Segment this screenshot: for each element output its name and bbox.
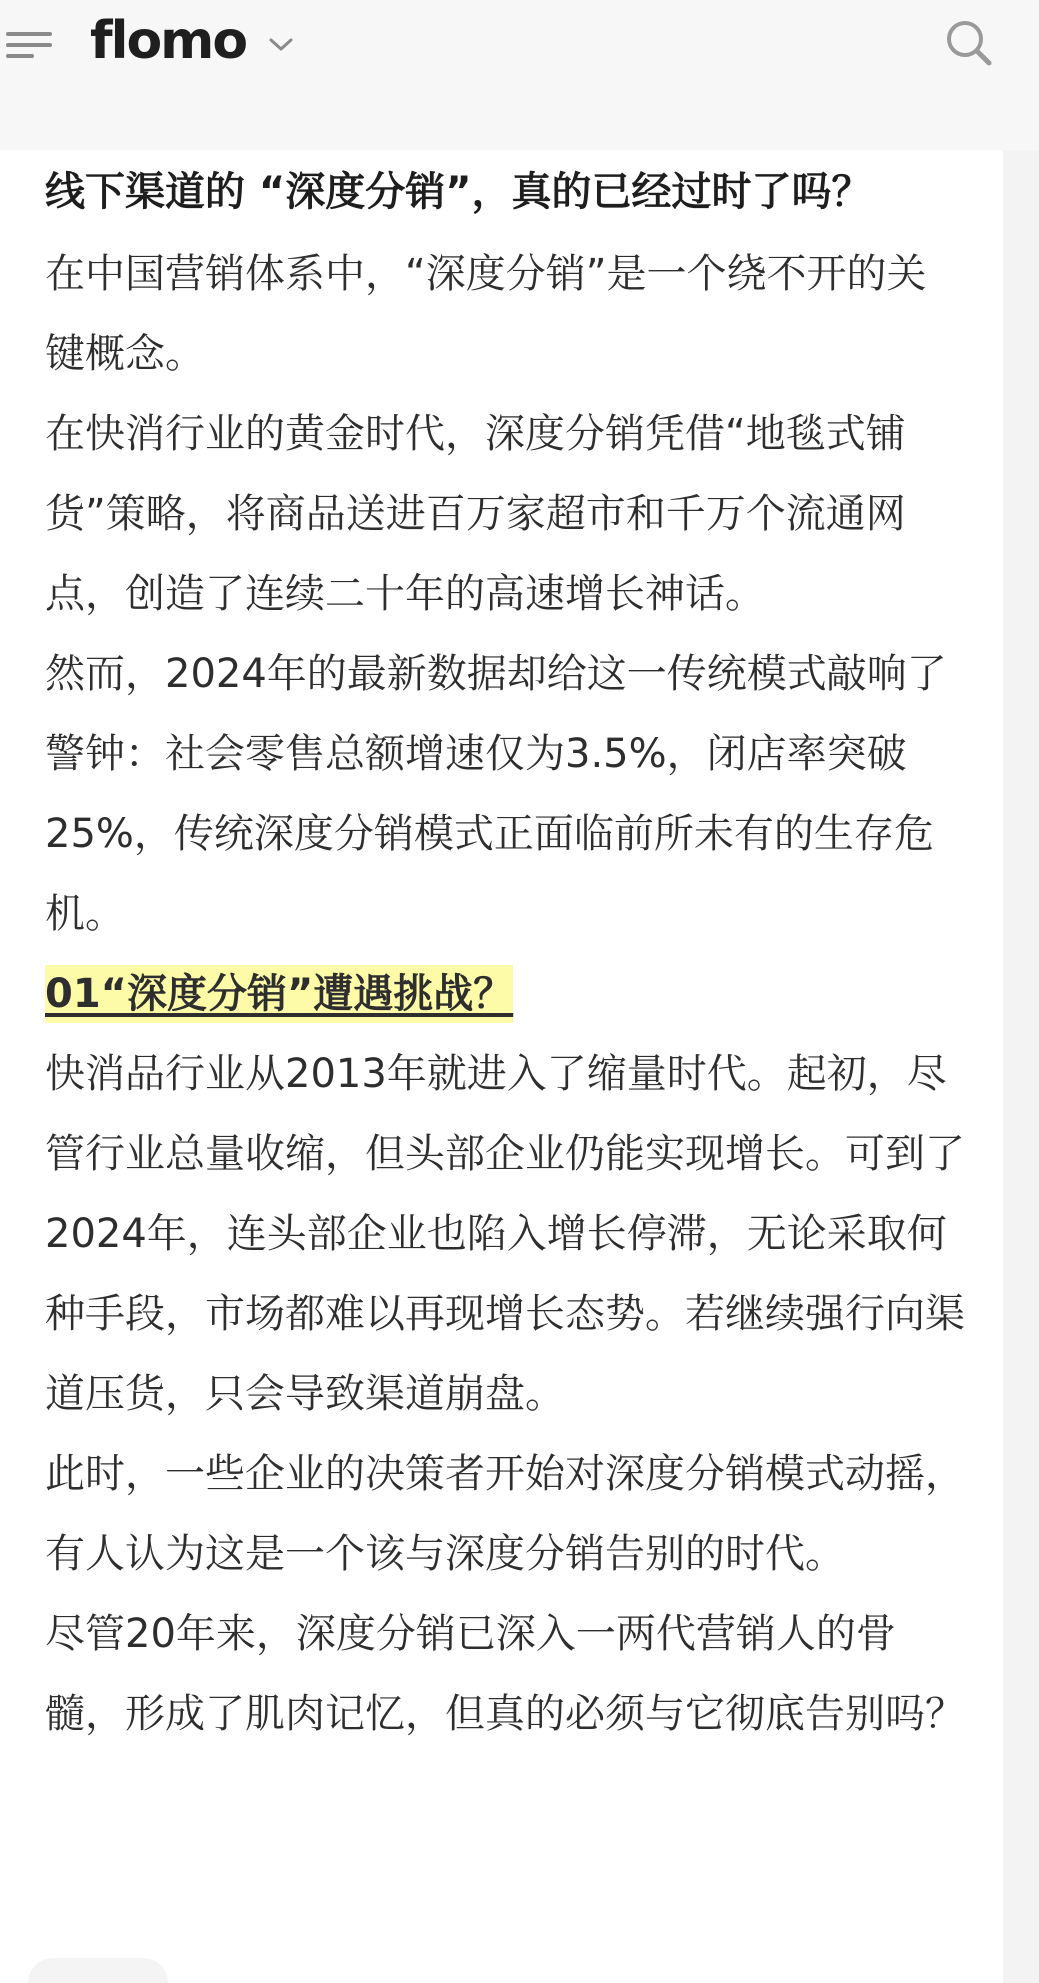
floating-element-edge — [28, 1958, 168, 1983]
memo-article — [45, 156, 965, 1754]
article-paragraph: 然而，2024年的最新数据却给这一传统模式敲响了警钟：社会零售总额增速仅为3.5%，闭店率突破25%，传统深度分销模式正面临前所未有的生存危机。 — [45, 651, 947, 937]
memo-content-area — [0, 150, 1003, 1983]
article-paragraph: 此时，一些企业的决策者开始对深度分销模式动摇，有人认为这是一个该与深度分销告别的时代。 — [45, 1451, 965, 1577]
chevron-down-icon — [268, 37, 294, 53]
section-heading-highlighted: 01“深度分销”遭遇挑战？ — [45, 965, 513, 1023]
article-paragraph: 尽管20年来，深度分销已深入一两代营销人的骨髓，形成了肌肉记忆，但真的必须与它彻底告别吗？ — [45, 1611, 965, 1737]
menu-lines-icon[interactable] — [6, 30, 58, 60]
brand-switcher[interactable] — [90, 6, 294, 76]
article-title: 线下渠道的 “深度分销”，真的已经过时了吗？ — [45, 169, 872, 215]
search-icon[interactable] — [944, 18, 994, 68]
right-gutter — [1003, 150, 1039, 1983]
top-bar — [0, 0, 1039, 150]
article-paragraph: 在快消行业的黄金时代，深度分销凭借“地毯式铺货”策略，将商品送进百万家超市和千万个流通网点，创造了连续二十年的高速增长神话。 — [45, 411, 906, 617]
brand-logo-text: flomo — [90, 11, 247, 71]
article-paragraph: 在中国营销体系中，“深度分销”是一个绕不开的关键概念。 — [45, 251, 927, 377]
article-paragraph: 快消品行业从2013年就进入了缩量时代。起初，尽管行业总量收缩，但头部企业仍能实现增长。可到了2024年，连头部企业也陷入增长停滞，无论采取何种手段，市场都难以再现增长态势。若继续强行向渠道压货，只会导致渠道崩盘。 — [45, 1051, 965, 1417]
